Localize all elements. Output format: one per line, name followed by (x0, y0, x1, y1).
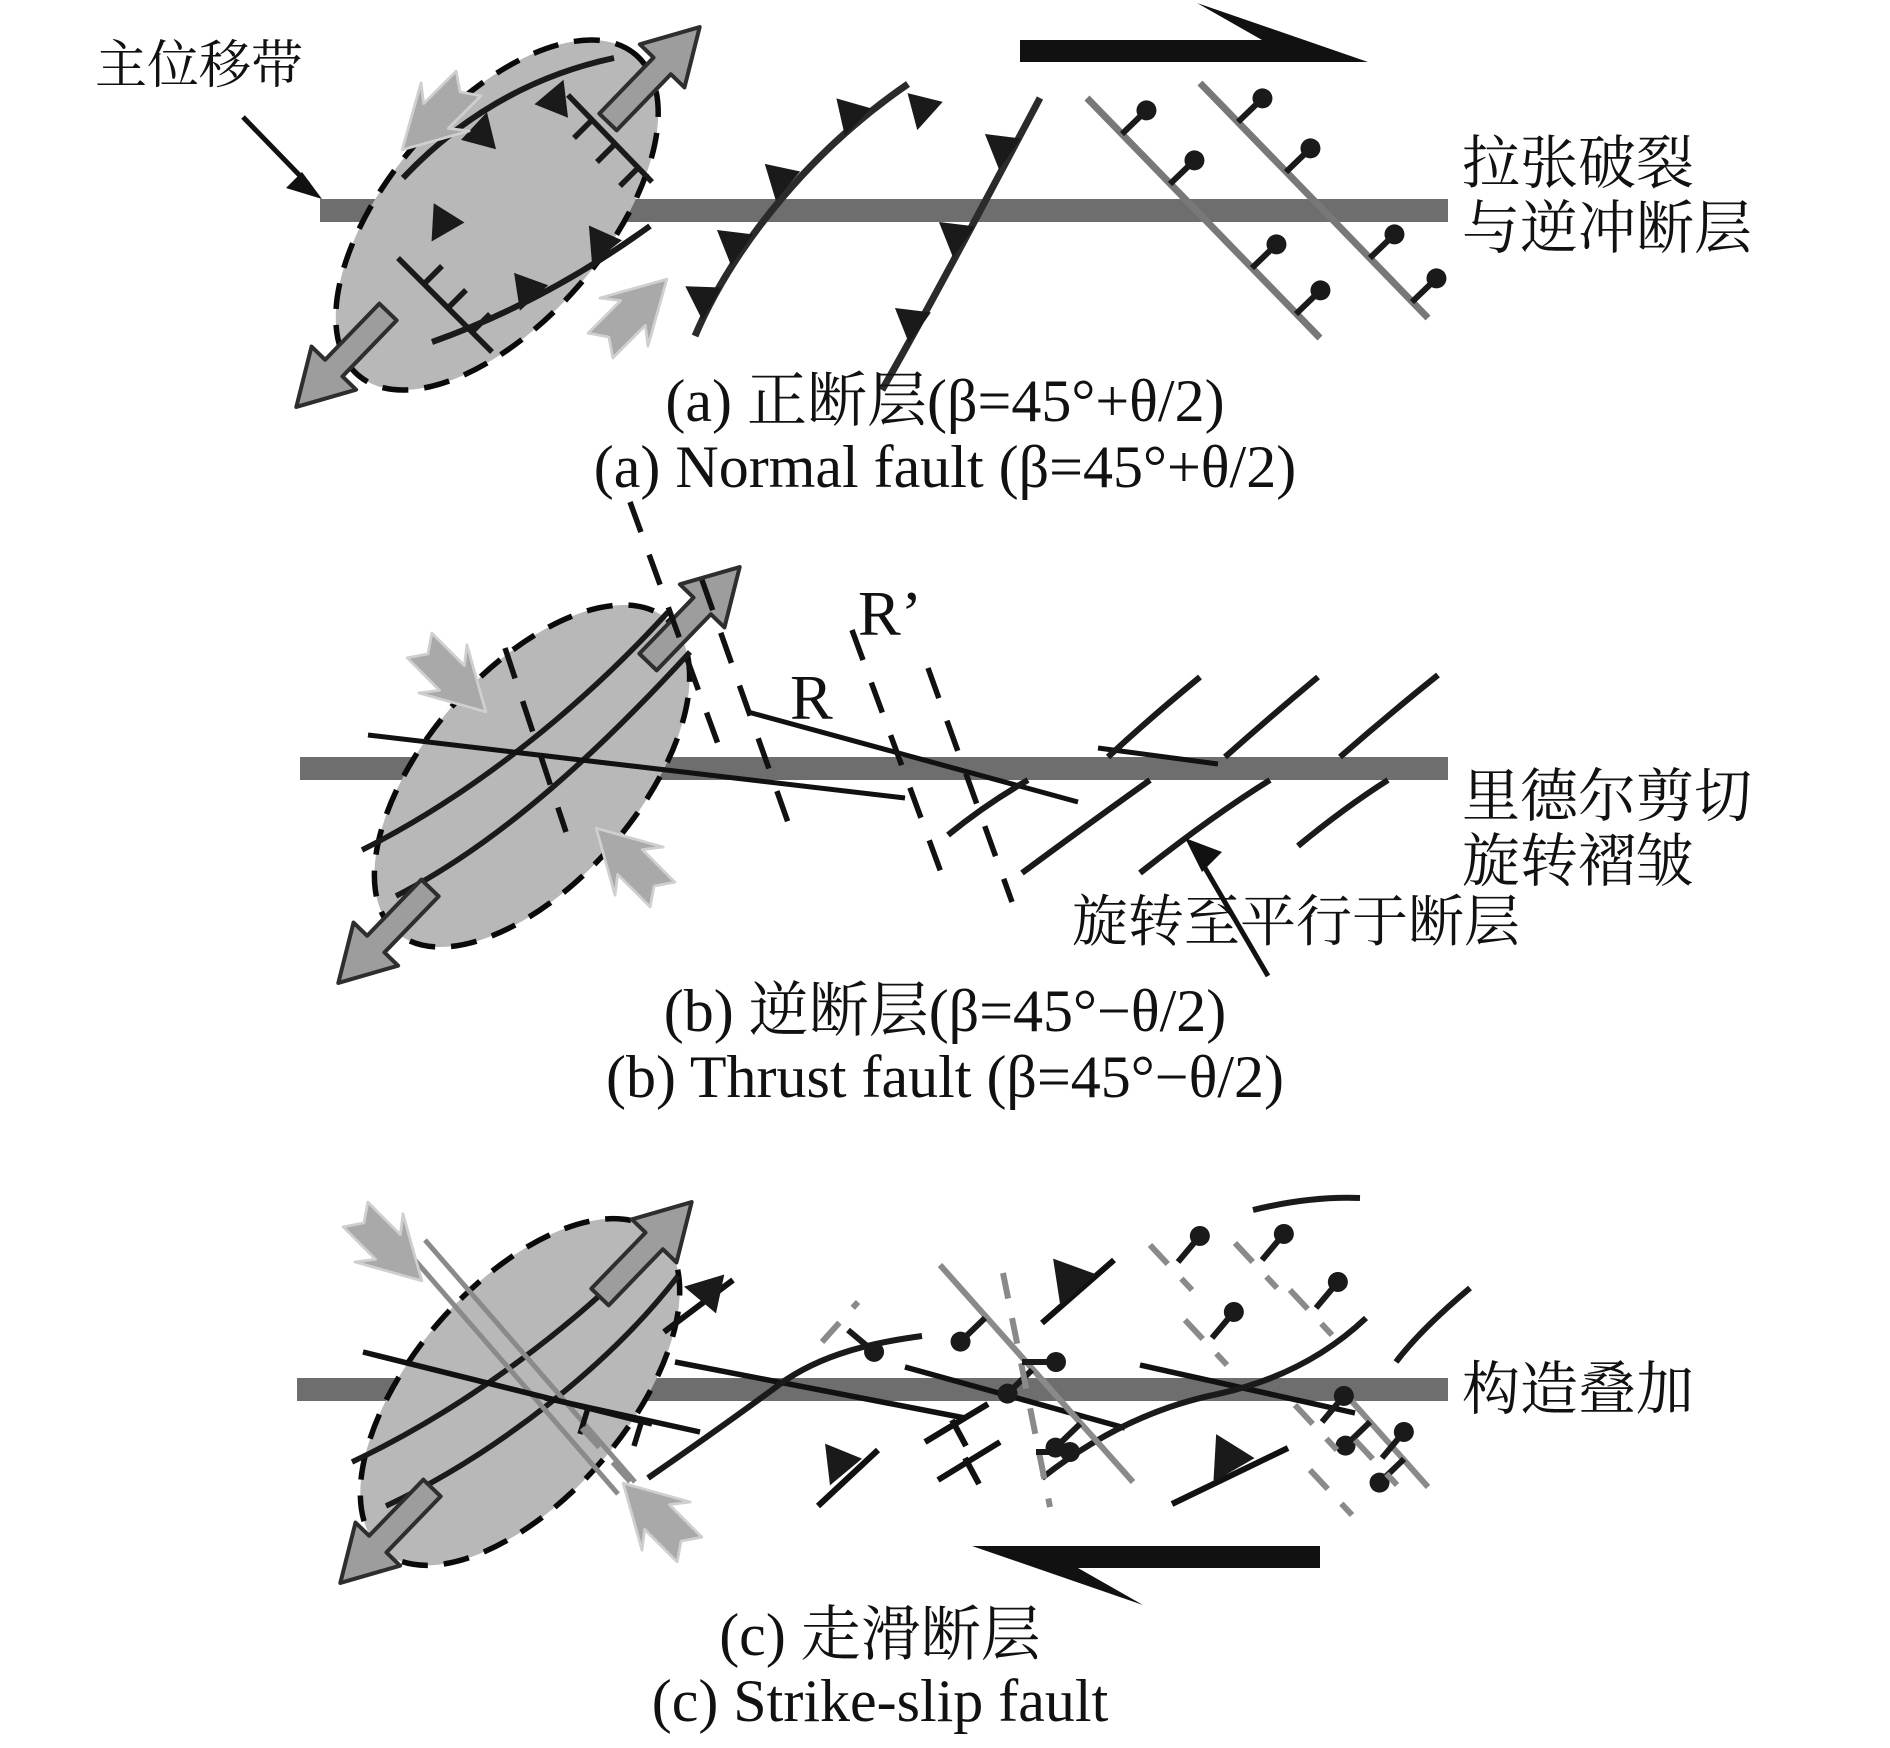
label-panel-b-right-line2: 旋转褶皱 (1462, 828, 1695, 894)
label-main-displacement-zone: 主位移带 (95, 38, 304, 95)
label-panel-a-right-line1: 拉张破裂 (1462, 131, 1695, 196)
strike-slip-arrow-top (1020, 3, 1368, 62)
gray-dashed-balls-c (842, 1220, 1418, 1465)
shear-chevron-lr-a (576, 255, 690, 369)
caption-panel-a (0, 368, 1890, 500)
caption-panel-b (0, 978, 1890, 1110)
caption-b-en: (b) Thrust fault (β=45°−θ/2) (605, 1044, 1285, 1110)
shear-chevron-lr-c (599, 1459, 713, 1573)
caption-c-en: (c) Strike-slip fault (651, 1668, 1109, 1734)
caption-c-zh: (c) 走滑断层 (719, 1602, 1041, 1668)
label-panel-c-right (1462, 1358, 1694, 1423)
caption-b-zh: (b) 逆断层(β=45°−θ/2) (663, 978, 1227, 1044)
label-panel-a-right (1462, 132, 1752, 262)
label-panel-b-right-line1: 里德尔剪切 (1462, 764, 1753, 829)
label-panel-c-right-line1: 构造叠加 (1462, 1357, 1695, 1422)
strike-slip-arrow-bottom (972, 1546, 1320, 1605)
caption-a-en: (a) Normal fault (β=45°+θ/2) (593, 434, 1297, 500)
panel-c-graphics (297, 1163, 1470, 1620)
pointer-arrow-a (243, 117, 322, 199)
caption-a-zh: (a) 正断层(β=45°+θ/2) (665, 368, 1225, 434)
label-panel-b-right (1462, 765, 1752, 895)
label-panel-a-right-line2: 与逆冲断层 (1462, 195, 1753, 261)
t-symbols-c (925, 1404, 1000, 1484)
label-riedel-r-prime: R’ (858, 578, 922, 649)
caption-panel-c (0, 1602, 1760, 1734)
label-rotate-parallel: 旋转至平行于断层 (1072, 892, 1520, 954)
label-riedel-r: R (790, 662, 833, 733)
